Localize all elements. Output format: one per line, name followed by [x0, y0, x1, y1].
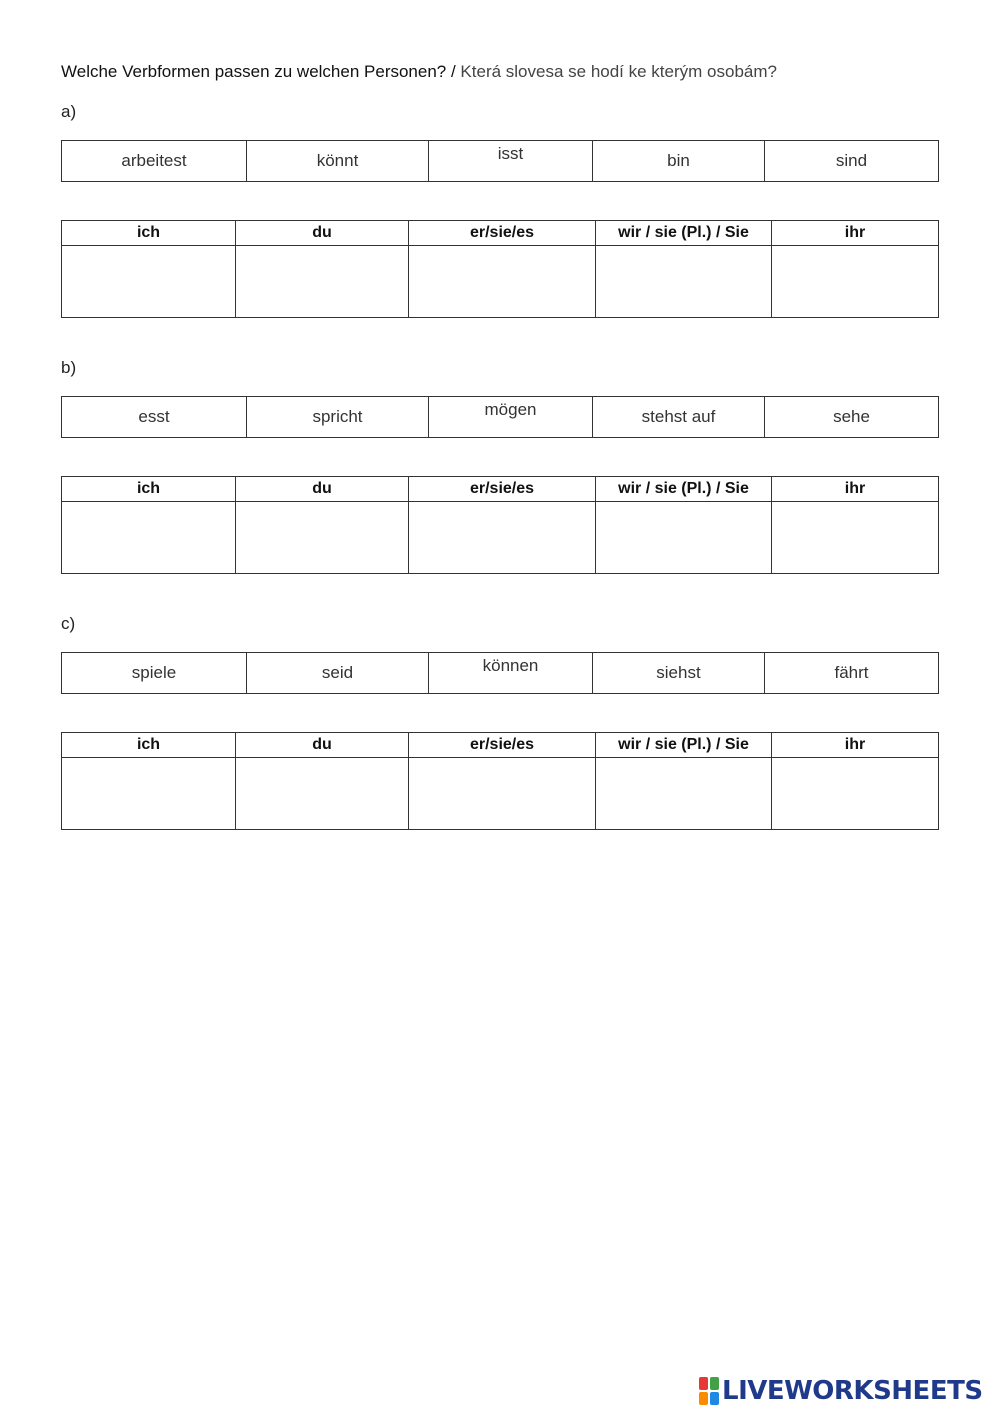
- column-header: du: [236, 733, 409, 758]
- word-chip[interactable]: isst: [429, 141, 593, 182]
- instruction-czech: Která slovesa se hodí ke kterým osobám?: [455, 62, 777, 81]
- drop-zone-ihr[interactable]: [772, 246, 939, 318]
- column-header: ich: [62, 477, 236, 502]
- drop-zone-wir-sie-plural[interactable]: [596, 758, 772, 830]
- answer-table-a: [61, 220, 939, 318]
- word-chip[interactable]: esst: [62, 397, 247, 438]
- column-header: er/sie/es: [409, 733, 596, 758]
- liveworksheets-logo: [698, 1376, 983, 1410]
- column-header: du: [236, 221, 409, 246]
- exercise-label-c: c): [61, 614, 76, 633]
- drop-zone-ihr[interactable]: [772, 758, 939, 830]
- column-header: wir / sie (Pl.) / Sie: [596, 221, 772, 246]
- column-header: er/sie/es: [409, 477, 596, 502]
- word-chip[interactable]: spiele: [62, 653, 247, 694]
- instruction: [61, 62, 777, 82]
- column-header: ihr: [772, 477, 939, 502]
- drop-zone-er-sie-es[interactable]: [409, 502, 596, 574]
- drop-zone-du[interactable]: [236, 246, 409, 318]
- column-header: ich: [62, 221, 236, 246]
- instruction-german: Welche Verbformen passen zu welchen Personen? /: [61, 62, 456, 81]
- word-chip[interactable]: spricht: [247, 397, 429, 438]
- column-header: du: [236, 477, 409, 502]
- word-bank-b: [61, 396, 939, 438]
- drop-zone-er-sie-es[interactable]: [409, 246, 596, 318]
- answer-table-c: [61, 732, 939, 830]
- word-chip[interactable]: stehst auf: [593, 397, 765, 438]
- column-header: wir / sie (Pl.) / Sie: [596, 733, 772, 758]
- column-header: ihr: [772, 733, 939, 758]
- exercise-label-b: b): [61, 358, 77, 377]
- drop-zone-ich[interactable]: [62, 502, 236, 574]
- word-chip[interactable]: könnt: [247, 141, 429, 182]
- logo-text: LIVEWORKSHEETS: [722, 1376, 983, 1406]
- column-header: ich: [62, 733, 236, 758]
- word-chip[interactable]: bin: [593, 141, 765, 182]
- word-chip[interactable]: arbeitest: [62, 141, 247, 182]
- word-chip[interactable]: sehe: [765, 397, 939, 438]
- word-chip[interactable]: mögen: [429, 397, 593, 438]
- word-chip[interactable]: sind: [765, 141, 939, 182]
- answer-table-b: [61, 476, 939, 574]
- drop-zone-du[interactable]: [236, 758, 409, 830]
- drop-zone-du[interactable]: [236, 502, 409, 574]
- column-header: wir / sie (Pl.) / Sie: [596, 477, 772, 502]
- column-header: ihr: [772, 221, 939, 246]
- word-chip[interactable]: seid: [247, 653, 429, 694]
- drop-zone-ihr[interactable]: [772, 502, 939, 574]
- drop-zone-wir-sie-plural[interactable]: [596, 502, 772, 574]
- word-bank-a: [61, 140, 939, 182]
- word-bank-c: [61, 652, 939, 694]
- drop-zone-wir-sie-plural[interactable]: [596, 246, 772, 318]
- word-chip[interactable]: siehst: [593, 653, 765, 694]
- word-chip[interactable]: können: [429, 653, 593, 694]
- drop-zone-ich[interactable]: [62, 246, 236, 318]
- word-chip[interactable]: fährt: [765, 653, 939, 694]
- exercise-label-a: a): [61, 102, 77, 121]
- drop-zone-ich[interactable]: [62, 758, 236, 830]
- column-header: er/sie/es: [409, 221, 596, 246]
- drop-zone-er-sie-es[interactable]: [409, 758, 596, 830]
- liveworksheets-logo-icon: [698, 1376, 720, 1406]
